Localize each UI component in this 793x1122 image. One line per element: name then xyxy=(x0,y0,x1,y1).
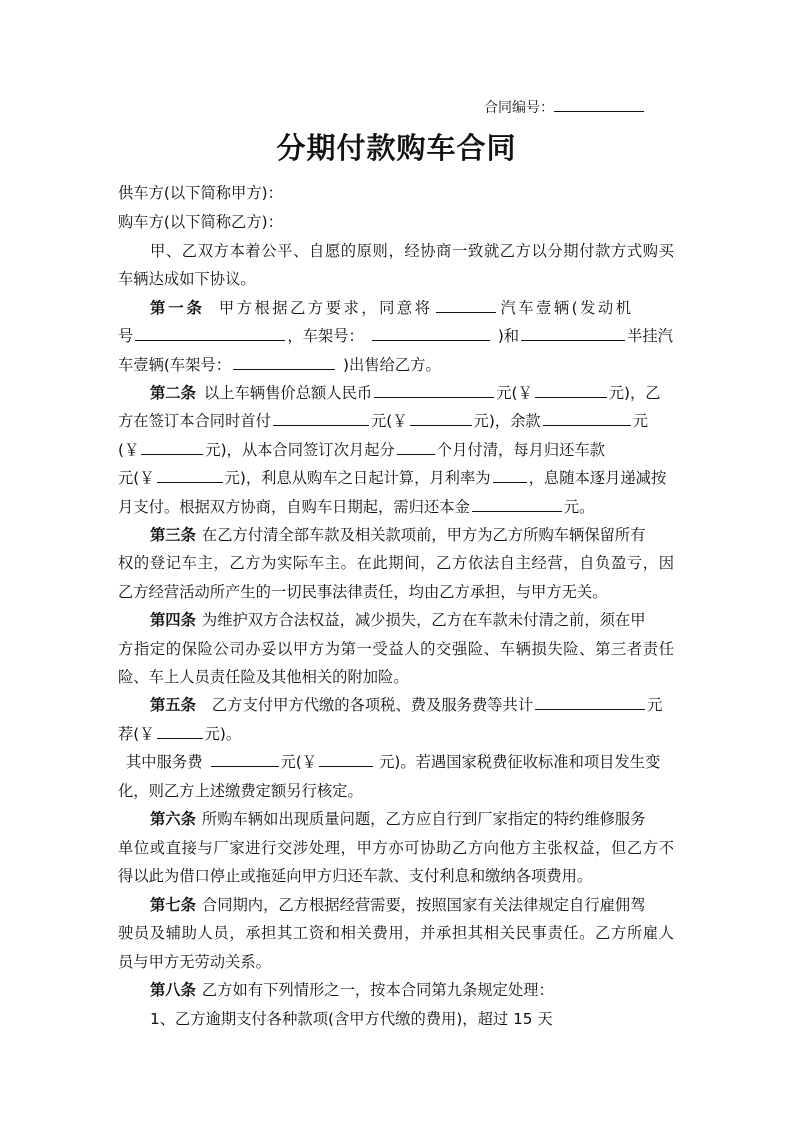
article-3-line-1: 第三条 在乙方付清全部车款及相关款项前，甲方为乙方所购车辆保留所有 xyxy=(150,522,674,549)
blank xyxy=(436,297,496,313)
article-5-line-2: 荐(￥ 元)。 xyxy=(118,725,242,743)
article-1-line-3: 车壹辆(车架号： )出售给乙方。 xyxy=(118,356,441,374)
blank xyxy=(211,751,279,767)
blank xyxy=(157,723,203,739)
contract-title: 分期付款购车合同 xyxy=(276,131,517,165)
article-4-line-2: 方指定的保险公司办妥以甲方为第一受益人的交强险、车辆损失险、第三者责任 xyxy=(118,640,674,658)
buyer-line: 购车方(以下简称乙方)： xyxy=(118,213,283,231)
blank xyxy=(273,410,369,426)
article-4-heading: 第四条 xyxy=(150,611,196,629)
article-5-line-1: 第五条 乙方支付甲方代缴的各项税、费及服务费等共计 元 xyxy=(150,692,674,719)
article-2-line-5: 月支付。根据双方协商，自购车日期起，需归还本金 元。 xyxy=(118,498,595,516)
contract-number xyxy=(484,96,644,118)
article-2-line-1: 第二条 以上车辆售价总额人民币 元(￥ 元)，乙 xyxy=(150,380,674,407)
article-1-line-1: 第一条 甲方根据乙方要求，同意将 汽车壹辆(发动机 xyxy=(150,295,674,322)
article-7-heading: 第七条 xyxy=(150,896,196,914)
article-8-item-1: 1、乙方逾期支付各种款项(含甲方代缴的费用)，超过 15 天 xyxy=(150,1010,553,1028)
blank xyxy=(543,410,631,426)
article-7-line-3: 员与甲方无劳动关系。 xyxy=(118,953,271,971)
article-6-heading: 第六条 xyxy=(150,810,196,828)
blank xyxy=(374,382,494,398)
article-3-line-3: 乙方经营活动所产生的一切民事法律责任，均由乙方承担，与甲方无关。 xyxy=(118,583,608,601)
blank xyxy=(472,496,562,512)
blank xyxy=(535,694,645,710)
article-5-line-3: 其中服务费 元(￥ 元)。若遇国家税费征收标准和项目发生变 xyxy=(126,753,661,771)
blank xyxy=(233,354,335,370)
article-6-line-2: 单位或直接与厂家进行交涉处理，甲方亦可协助乙方向他方主张权益，但乙方不 xyxy=(118,839,674,857)
article-2-line-3: (￥ 元)，从本合同签订次月起分 个月付清，每月归还车款 xyxy=(118,441,606,459)
contract-number-label: 合同编号： xyxy=(484,100,554,116)
article-7-line-2: 驶员及辅助人员，承担其工资和相关费用，并承担其相关民事责任。乙方所雇人 xyxy=(118,924,674,942)
blank xyxy=(521,325,625,341)
article-2-line-4: 元(￥ 元)，利息从购车之日起计算，月利率为 ，息随本逐月递减按 xyxy=(118,469,667,487)
article-1-line-2: 号 ，车架号： )和 半挂汽 xyxy=(118,327,673,345)
article-8-line-1: 第八条 乙方如有下列情形之一，按本合同第九条规定处理： xyxy=(150,977,554,1004)
article-7-line-1: 第七条 合同期内，乙方根据经营需要，按照国家有关法律规定自行雇佣驾 xyxy=(150,892,674,919)
blank xyxy=(493,467,527,483)
blank xyxy=(319,751,373,767)
blank xyxy=(135,325,285,341)
article-5-heading: 第五条 xyxy=(150,696,196,714)
blank xyxy=(410,410,472,426)
article-8-heading: 第八条 xyxy=(150,981,196,999)
blank xyxy=(372,325,490,341)
article-3-heading: 第三条 xyxy=(150,526,196,544)
supplier-line: 供车方(以下简称甲方)： xyxy=(118,184,283,202)
article-2-line-2: 方在签订本合同时首付 元(￥ 元)，余款 元 xyxy=(118,412,649,430)
blank xyxy=(157,467,223,483)
article-1-heading: 第一条 xyxy=(150,299,205,317)
intro-line-1: 甲、乙双方本着公平、自愿的原则，经协商一致就乙方以分期付款方式购买 xyxy=(150,242,674,260)
article-4-line-3: 险、车上人员责任险及其他相关的附加险。 xyxy=(118,668,409,686)
blank xyxy=(141,439,203,455)
blank xyxy=(397,439,435,455)
article-3-line-2: 权的登记车主，乙方为实际车主。在此期间，乙方依法自主经营，自负盈亏，因 xyxy=(118,554,674,572)
article-6-line-3: 得以此为借口停止或拖延向甲方归还车款、支付利息和缴纳各项费用。 xyxy=(118,867,593,885)
article-2-heading: 第二条 xyxy=(150,384,196,402)
article-6-line-1: 第六条 所购车辆如出现质量问题，乙方应自行到厂家指定的特约维修服务 xyxy=(150,806,674,833)
contract-number-blank xyxy=(554,96,644,112)
blank xyxy=(535,382,607,398)
intro-line-2: 车辆达成如下协议。 xyxy=(118,270,256,288)
article-5-line-4: 化，则乙方上述缴费定额另行核定。 xyxy=(118,782,363,800)
article-4-line-1: 第四条 为维护双方合法权益，减少损失，乙方在车款未付清之前，须在甲 xyxy=(150,607,674,634)
